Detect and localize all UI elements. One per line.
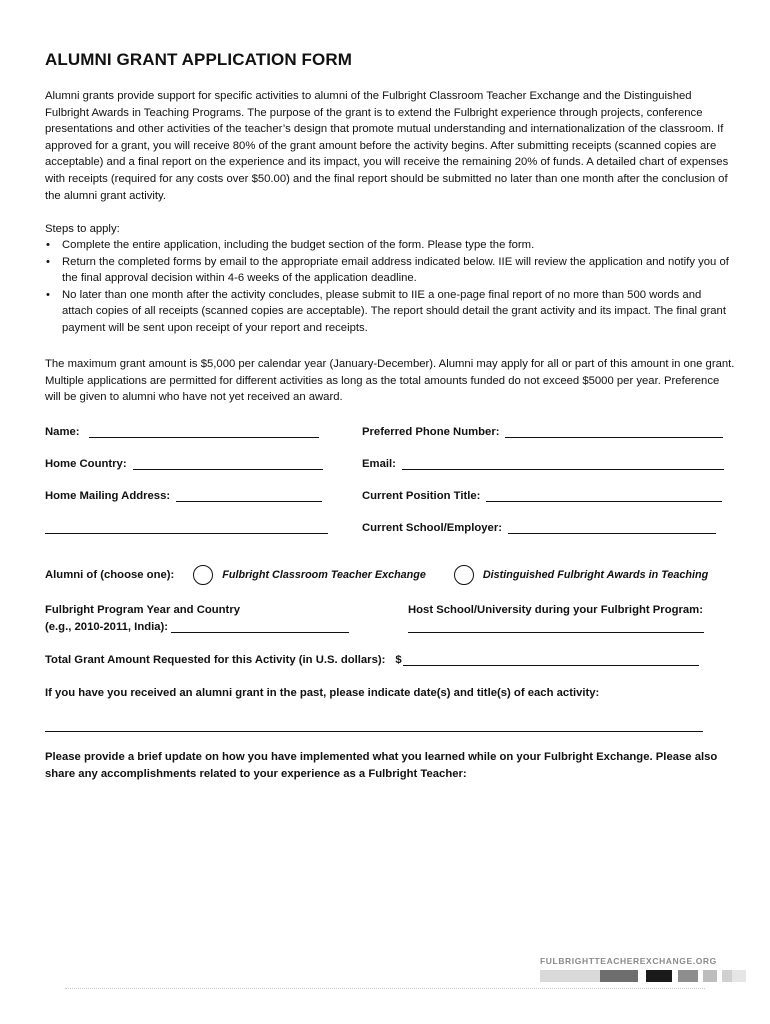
steps-heading: Steps to apply: <box>45 223 120 235</box>
phone-input[interactable] <box>505 425 723 438</box>
past-grant-input-row <box>45 716 703 732</box>
mailing-address-field-row <box>45 486 322 502</box>
update-prompt: Please provide a brief update on how you have implemented what you learned while on your Fulbright Exchange. Please also share any accomplishments related to your experience as a Fulbright Teacher: <box>45 751 718 780</box>
total-grant-field-row <box>45 650 699 666</box>
past-grant-label: If you have you received an alumni grant in the past, please indicate date(s) and title(s) of each activity: <box>45 687 600 699</box>
bullet-icon: • <box>46 288 50 301</box>
email-input[interactable] <box>402 457 724 470</box>
bullet-icon: • <box>46 239 50 251</box>
home-country-input[interactable] <box>133 457 323 470</box>
bullet-icon: • <box>46 255 50 268</box>
host-school-input[interactable] <box>408 620 704 633</box>
max-amount-paragraph: The maximum grant amount is $5,000 per calendar year (January-December). Alumni may apply for all or part of this amount in one grant. Multiple applications are permitted for different activities as long as the total amounts funded do not exceed $5000 per year. Preference will be given to alumni who have not yet received an award. <box>45 358 735 404</box>
host-school-label: Host School/University during your Fulbright Program: <box>408 604 703 616</box>
name-label: Name: <box>45 426 80 438</box>
alumni-choice-row <box>45 564 708 586</box>
mailing-address-label: Home Mailing Address: <box>45 490 171 502</box>
past-grant-input[interactable] <box>45 719 703 732</box>
footer-site-text: FULBRIGHTTEACHEREXCHANGE.ORG <box>540 956 717 966</box>
steps-list <box>45 237 735 337</box>
school-employer-field-row <box>362 518 716 534</box>
list-item: • Complete the entire application, including the budget section of the form. Please type the form. <box>45 237 735 254</box>
total-grant-input[interactable] <box>403 653 699 666</box>
past-grant-row <box>45 683 599 699</box>
position-title-label: Current Position Title: <box>362 490 481 502</box>
page-title: ALUMNI GRANT APPLICATION FORM <box>45 50 352 69</box>
list-item: • Return the completed forms by email to the appropriate email address indicated below. IIE will review the application and notify you of the final approval decision within 4-6 weeks of the application deadline. <box>46 255 729 285</box>
intro-paragraph: Alumni grants provide support for specific activities to alumni of the Fulbright Classroom Teacher Exchange and the Distinguished Fulbright Awards in Teaching Programs. The purpose of the grant is to extend the Fulbright experience through projects, conference presentations and other activities of the teacher’s design that promote mutual understanding and internationalization of the classroom. If approved for a grant, you will receive 80% of the grant amount before the activity begins. After submitting receipts (scanned copies are acceptable) and a final report on the experience and its impact, you will receive the remaining 20% of funds. A detailed chart of expenses with receipts (required for any costs over $50.00) and the final report should be submitted no later than one month after the conclusion of the alumni grant activity. <box>45 90 729 202</box>
option-distinguished-label: Distinguished Fulbright Awards in Teaching <box>482 569 709 581</box>
name-field-row <box>45 422 319 438</box>
school-employer-input[interactable] <box>508 521 716 534</box>
radio-distinguished-awards[interactable] <box>454 565 474 585</box>
email-field-row <box>362 454 724 470</box>
host-school-heading-row <box>408 600 703 616</box>
option-classroom-label: Fulbright Classroom Teacher Exchange <box>222 569 426 581</box>
mailing-address-input[interactable] <box>176 489 322 502</box>
phone-label: Preferred Phone Number: <box>362 426 500 438</box>
footer-color-bar <box>540 970 746 982</box>
radio-classroom-exchange[interactable] <box>193 565 213 585</box>
mailing-address-line2-input[interactable] <box>45 521 328 534</box>
email-label: Email: <box>362 458 396 470</box>
update-response-area[interactable] <box>45 790 735 930</box>
home-country-label: Home Country: <box>45 458 127 470</box>
mailing-address-line2-row <box>45 518 328 534</box>
program-year-input[interactable] <box>171 620 349 633</box>
footer-divider <box>65 988 705 989</box>
position-title-field-row <box>362 486 722 502</box>
list-item: • No later than one month after the activity concludes, please submit to IIE a one-page final report of no more than 500 words and attach copies of all receipts (scanned copies are acceptable). The report should detail the grant activity and its impact. The final grant payment will be sent upon receipt of your report and receipts. <box>46 288 726 334</box>
school-employer-label: Current School/Employer: <box>362 522 502 534</box>
host-school-field-row <box>408 617 704 633</box>
phone-field-row <box>362 422 723 438</box>
alumni-of-label: Alumni of (choose one): <box>45 569 175 581</box>
total-grant-label: Total Grant Amount Requested for this Activity (in U.S. dollars): <box>45 654 386 666</box>
position-title-input[interactable] <box>486 489 722 502</box>
program-year-heading-row <box>45 600 240 616</box>
name-input[interactable] <box>89 425 319 438</box>
program-year-field-row <box>45 617 349 633</box>
program-example-label: (e.g., 2010-2011, India): <box>45 621 169 633</box>
currency-symbol: $ <box>395 654 402 666</box>
program-year-label: Fulbright Program Year and Country <box>45 604 241 616</box>
home-country-field-row <box>45 454 323 470</box>
